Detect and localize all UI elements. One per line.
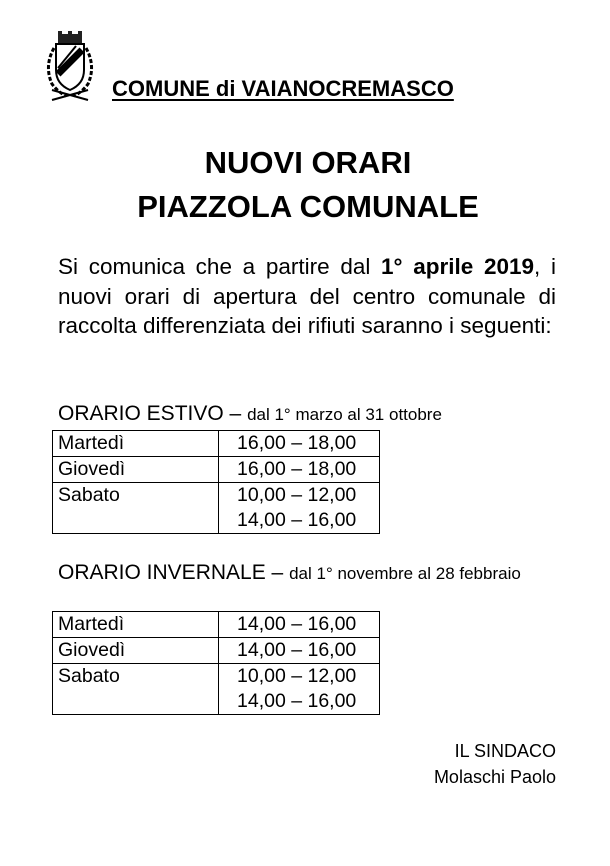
time-cell bbox=[219, 638, 380, 664]
winter-period: dal 1° novembre al 28 febbraio bbox=[289, 564, 521, 583]
signatory-role: IL SINDACO bbox=[454, 741, 556, 761]
summer-schedule-table bbox=[52, 430, 380, 534]
intro-text-start: Si comunica che a partire dal bbox=[58, 254, 382, 279]
winter-schedule-heading bbox=[58, 561, 555, 586]
time-slot: 14,00 – 16,00 bbox=[237, 639, 357, 661]
municipality-name: COMUNE di VAIANOCREMASCO bbox=[112, 76, 454, 101]
day-cell: Sabato bbox=[53, 483, 219, 534]
municipal-coat-of-arms-icon bbox=[42, 30, 98, 102]
table-row bbox=[53, 431, 380, 457]
start-date: 1° aprile 2019 bbox=[381, 254, 535, 279]
time-slot: 14,00 – 16,00 bbox=[237, 613, 357, 635]
summer-schedule-heading bbox=[58, 402, 555, 427]
time-slot: 10,00 – 12,00 bbox=[237, 484, 357, 506]
day-cell: Giovedì bbox=[53, 638, 219, 664]
table-row bbox=[53, 457, 380, 483]
signatory-name: Molaschi Paolo bbox=[433, 767, 556, 787]
winter-schedule-table bbox=[52, 611, 380, 715]
table-row bbox=[53, 612, 380, 638]
time-cell bbox=[219, 457, 380, 483]
time-slot: 16,00 – 18,00 bbox=[237, 458, 357, 480]
intro-text-end: , i nuovi orari di apertura del centro comunale di raccolta differenziata dei rifiuti saranno i seguenti: bbox=[58, 254, 556, 338]
table-row bbox=[53, 483, 380, 534]
day-cell: Martedì bbox=[53, 612, 219, 638]
time-slot: 14,00 – 16,00 bbox=[237, 690, 357, 712]
time-cell bbox=[219, 483, 380, 534]
day-cell: Martedì bbox=[53, 431, 219, 457]
page-title-line-2: PIAZZOLA COMUNALE bbox=[137, 189, 479, 224]
winter-label: ORARIO INVERNALE – bbox=[58, 561, 284, 584]
table-row bbox=[53, 664, 380, 715]
signature-block bbox=[434, 738, 556, 790]
table-row bbox=[53, 638, 380, 664]
page-title-line-1: NUOVI ORARI bbox=[204, 145, 412, 180]
time-slot: 16,00 – 18,00 bbox=[237, 432, 357, 454]
time-cell bbox=[219, 612, 380, 638]
day-cell: Giovedì bbox=[53, 457, 219, 483]
time-cell bbox=[219, 431, 380, 457]
intro-paragraph bbox=[58, 252, 556, 341]
time-cell bbox=[219, 664, 380, 715]
summer-period: dal 1° marzo al 31 ottobre bbox=[247, 405, 442, 424]
summer-label: ORARIO ESTIVO – bbox=[58, 402, 242, 425]
time-slot: 10,00 – 12,00 bbox=[237, 665, 357, 687]
day-cell: Sabato bbox=[53, 664, 219, 715]
time-slot: 14,00 – 16,00 bbox=[237, 509, 357, 531]
